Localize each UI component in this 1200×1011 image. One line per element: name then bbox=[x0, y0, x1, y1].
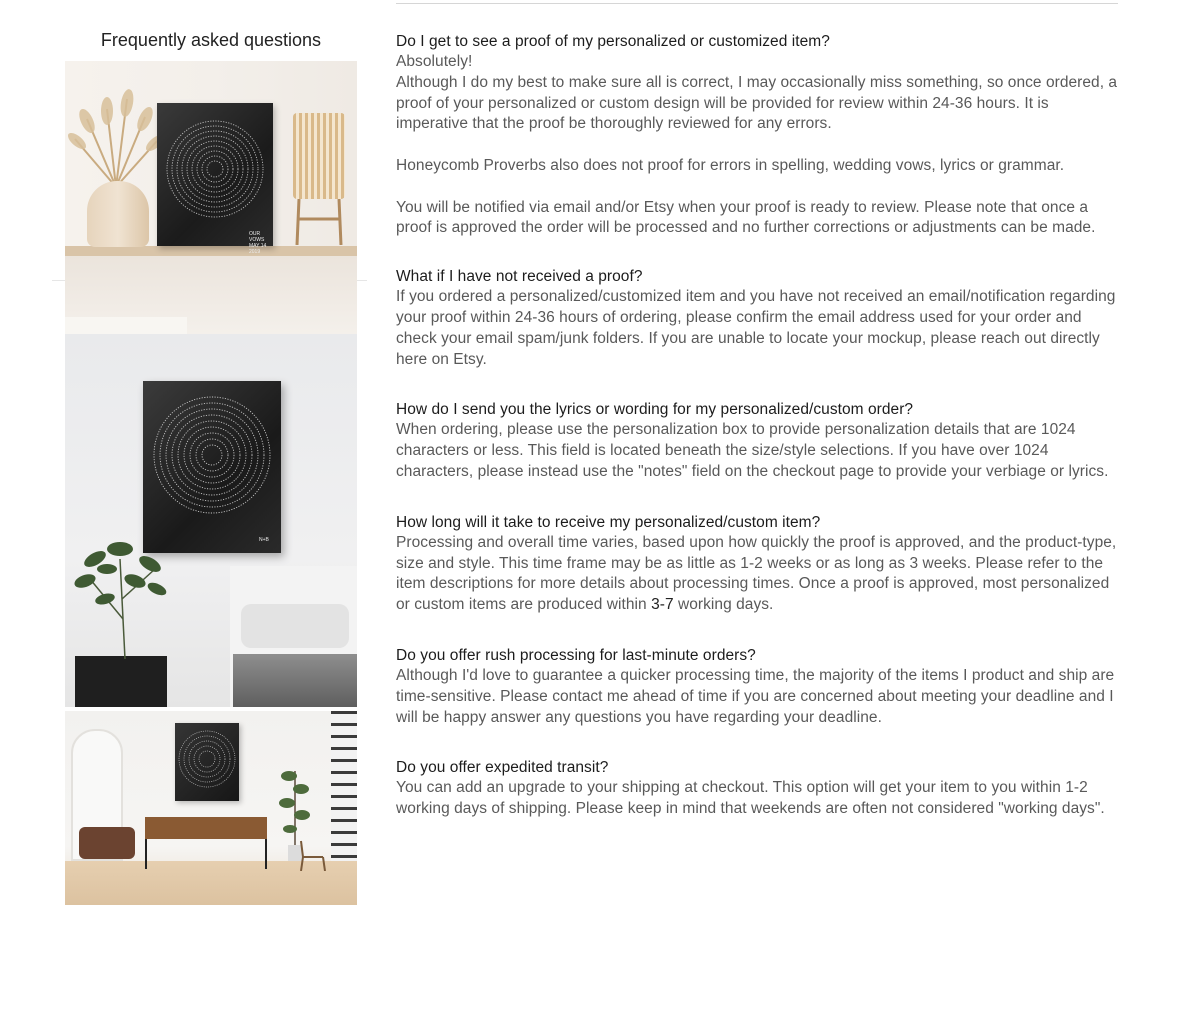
faq-answer-text-end: working days. bbox=[673, 596, 774, 614]
staircase bbox=[331, 711, 357, 861]
spiral-text-art-icon bbox=[175, 723, 239, 801]
vase bbox=[87, 181, 149, 247]
poster-caption-line1: OUR VOWS bbox=[249, 231, 265, 243]
poster-canvas bbox=[175, 723, 239, 801]
faq-item bbox=[396, 400, 1120, 482]
product-photo-shelf bbox=[65, 61, 357, 334]
blanket bbox=[233, 654, 357, 707]
shelf bbox=[65, 246, 357, 256]
poster-caption bbox=[259, 537, 269, 543]
faq-answer: Although I'd love to guarantee a quicker processing time, the majority of the items I product and ship are time-sensitive. Please contact me ahead of time if you are concerned about meeting your deadline and I will be happy answer any questions you have regarding your deadline. bbox=[396, 666, 1115, 726]
rattan-lamp bbox=[293, 113, 345, 199]
top-divider bbox=[396, 3, 1118, 4]
faq-question: Do I get to see a proof of my personalized or customized item? bbox=[396, 33, 830, 50]
pampas-grass-icon bbox=[67, 89, 165, 189]
nightstand bbox=[75, 656, 167, 707]
faq-question: What if I have not received a proof? bbox=[396, 268, 643, 286]
shelf-highlight bbox=[65, 317, 187, 334]
faq-question: Do you offer rush processing for last-minute orders? bbox=[396, 646, 756, 664]
chair-icon bbox=[297, 837, 327, 871]
console-table bbox=[145, 817, 267, 839]
faq-item bbox=[396, 758, 1120, 820]
poster-caption bbox=[249, 231, 273, 255]
section-title: Frequently asked questions bbox=[100, 30, 322, 50]
faint-divider-left bbox=[52, 280, 65, 281]
poster-canvas bbox=[157, 103, 273, 255]
faq-answer: When ordering, please use the personalization box to provide personalization details that are 1024 characters or less. This field is located beneath the size/style selections. If you have over 1024 characters, please instead use the "notes" field on the checkout page to provide your verbiage or lyrics. bbox=[396, 421, 1109, 480]
faq-answer-highlight: 3-7 bbox=[651, 596, 674, 614]
faq-question: How do I send you the lyrics or wording for my personalized/custom order? bbox=[396, 401, 914, 419]
spiral-text-art-icon bbox=[157, 103, 273, 246]
faq-question: Do you offer expedited transit? bbox=[396, 759, 609, 777]
faq-list bbox=[396, 32, 1120, 820]
faq-item bbox=[396, 646, 1120, 728]
faq-item bbox=[396, 513, 1120, 616]
faq-answer: Absolutely! Although I do my best to make sure all is correct, I may occasionally miss something, so once ordered, a proof of your personalized or custom design will be provided for review within 24-36 hours. It is imperative that the proof be thoroughly reviewed for any errors. Honeycomb Proverbs also does not proof for errors in spelling, wedding vows, lyrics or grammar. You will be notified via email and/or Etsy when your proof is ready to review. Please note that once a proof is approved the order will be processed and no further corrections or adjustments can be made. bbox=[396, 53, 1118, 237]
lamp-stand-icon bbox=[291, 199, 347, 245]
product-photo-living-room bbox=[65, 711, 357, 905]
plant-icon bbox=[65, 519, 175, 659]
faq-answer-text: Processing and overall time varies, based upon how quickly the proof is approved, and the product-type, size and style. This time frame may be as little as 1-2 weeks or as long as 3 weeks. Please refer to the item descriptions for more details about processing times. Once a proof is approved, most personalized or custom items are produced within bbox=[396, 533, 1117, 614]
pillow bbox=[241, 604, 349, 648]
faq-answer: If you ordered a personalized/customized item and you have not received an email/notification regarding your proof within 24-36 hours of ordering, please confirm the email address used for your order and check your email spam/junk folders. If you are unable to locate your mockup, please reach out directly here on Etsy. bbox=[396, 288, 1116, 368]
poster-caption-line1: N+B bbox=[259, 537, 269, 543]
poster-caption-line2: MAY 14 2019 bbox=[249, 243, 267, 255]
faq-answer: You can add an upgrade to your shipping at checkout. This option will get your item to you within 1-2 working days of shipping. Please keep in mind that weekends are often not considered "working days". bbox=[396, 779, 1105, 818]
faq-answer bbox=[396, 533, 1120, 616]
faint-divider-right bbox=[357, 280, 367, 281]
faq-question: How long will it take to receive my personalized/custom item? bbox=[396, 513, 821, 531]
leather-sofa bbox=[79, 827, 135, 859]
faq-item bbox=[396, 267, 1120, 370]
console-legs bbox=[145, 839, 267, 869]
product-photo-bedroom bbox=[65, 334, 357, 707]
faq-item bbox=[396, 32, 1120, 239]
